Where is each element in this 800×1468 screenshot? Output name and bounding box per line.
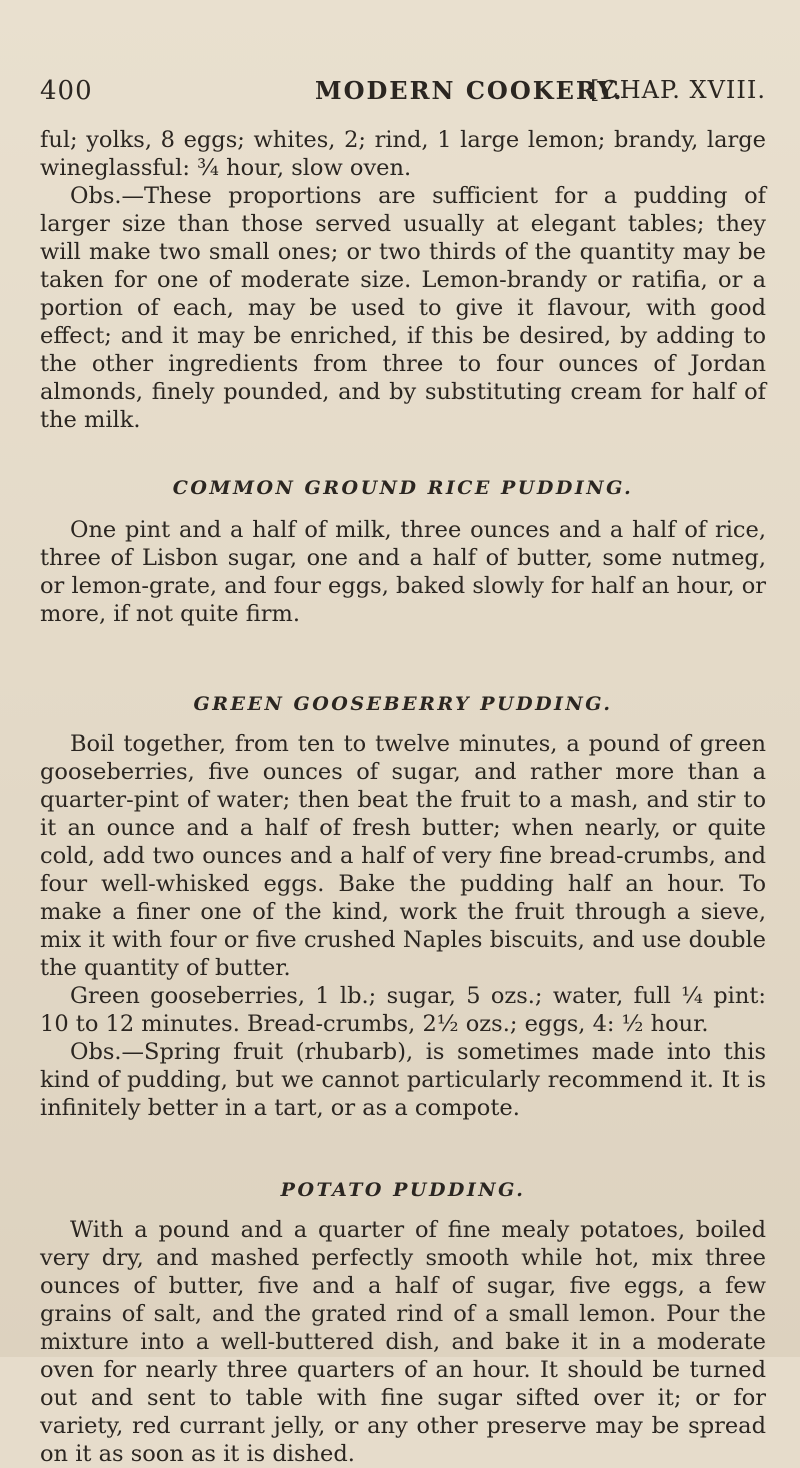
gooseberry-pudding-heading: GREEN GOOSEBERRY PUDDING.	[193, 693, 613, 715]
intro-observation: Obs.—These proportions are sufficient for a pudding of larger size than those served usually at elegant tables; they will make two small ones; or two thirds of the quantity may be taken for one of moderate size. Lemon-brandy or ratifia, or a portion of each, may be used to give it flavour, with good effect; and it may be enriched, if this be desired, by adding to the other ingredients from three to four ounces of Jordan almonds, finely pounded, and by substituting cream for half of the milk.	[40, 183, 766, 433]
running-head	[40, 76, 766, 110]
gooseberry-observation: Obs.—Spring fruit (rhubarb), is sometimes made into this kind of pudding, but we cannot particularly recommend it. It is infinitely better in a tart, or as a compote.	[40, 1039, 766, 1121]
rice-pudding-text: One pint and a half of milk, three ounces and a half of rice, three of Lisbon sugar, one and a half of butter, some nutmeg, or lemon-grate, and four eggs, baked slowly for half an hour, or more, if not quite firm.	[40, 517, 766, 627]
gooseberry-pudding-text: Boil together, from ten to twelve minutes, a pound of green gooseberries, five ounces of sugar, and rather more than a quarter-pint of water; then beat the fruit to a mash, and stir to it an ounce and a half of fresh butter; when nearly, or quite cold, add two ounces and a half of very fine bread-crumbs, and four well-whisked eggs. Bake the pudding half an hour. To make a finer one of the kind, work the fruit through a sieve, mix it with four or five crushed Naples biscuits, and use double the quantity of butter.	[40, 731, 766, 981]
potato-pudding-heading: POTATO PUDDING.	[280, 1179, 526, 1201]
book-title: MODERN COOKERY.	[315, 76, 624, 105]
rice-pudding-heading: COMMON GROUND RICE PUDDING.	[172, 477, 634, 499]
gooseberry-ingredients: Green gooseberries, 1 lb.; sugar, 5 ozs.; water, full ¼ pint: 10 to 12 minutes. Bread-crumbs, 2½ ozs.; eggs, 4: ½ hour.	[40, 983, 766, 1037]
page-body	[40, 126, 766, 1468]
page-number: 400	[40, 76, 93, 106]
intro-ingredients: ful; yolks, 8 eggs; whites, 2; rind, 1 large lemon; brandy, large wineglassful: ¾ hour, slow oven.	[40, 127, 766, 181]
potato-pudding-text: With a pound and a quarter of fine mealy potatoes, boiled very dry, and mashed perfectly smooth while hot, mix three ounces of butter, five and a half of sugar, five eggs, a few grains of salt, and the grated rind of a small lemon. Pour the mixture into a well-buttered dish, and bake it in a moderate oven for nearly three quarters of an hour. It should be turned out and sent to table with fine sugar sifted over it; or for variety, red currant jelly, or any other preserve may be spread on it as soon as it is dished.	[40, 1217, 766, 1467]
chapter-label: [CHAP. XVIII.	[589, 76, 766, 104]
